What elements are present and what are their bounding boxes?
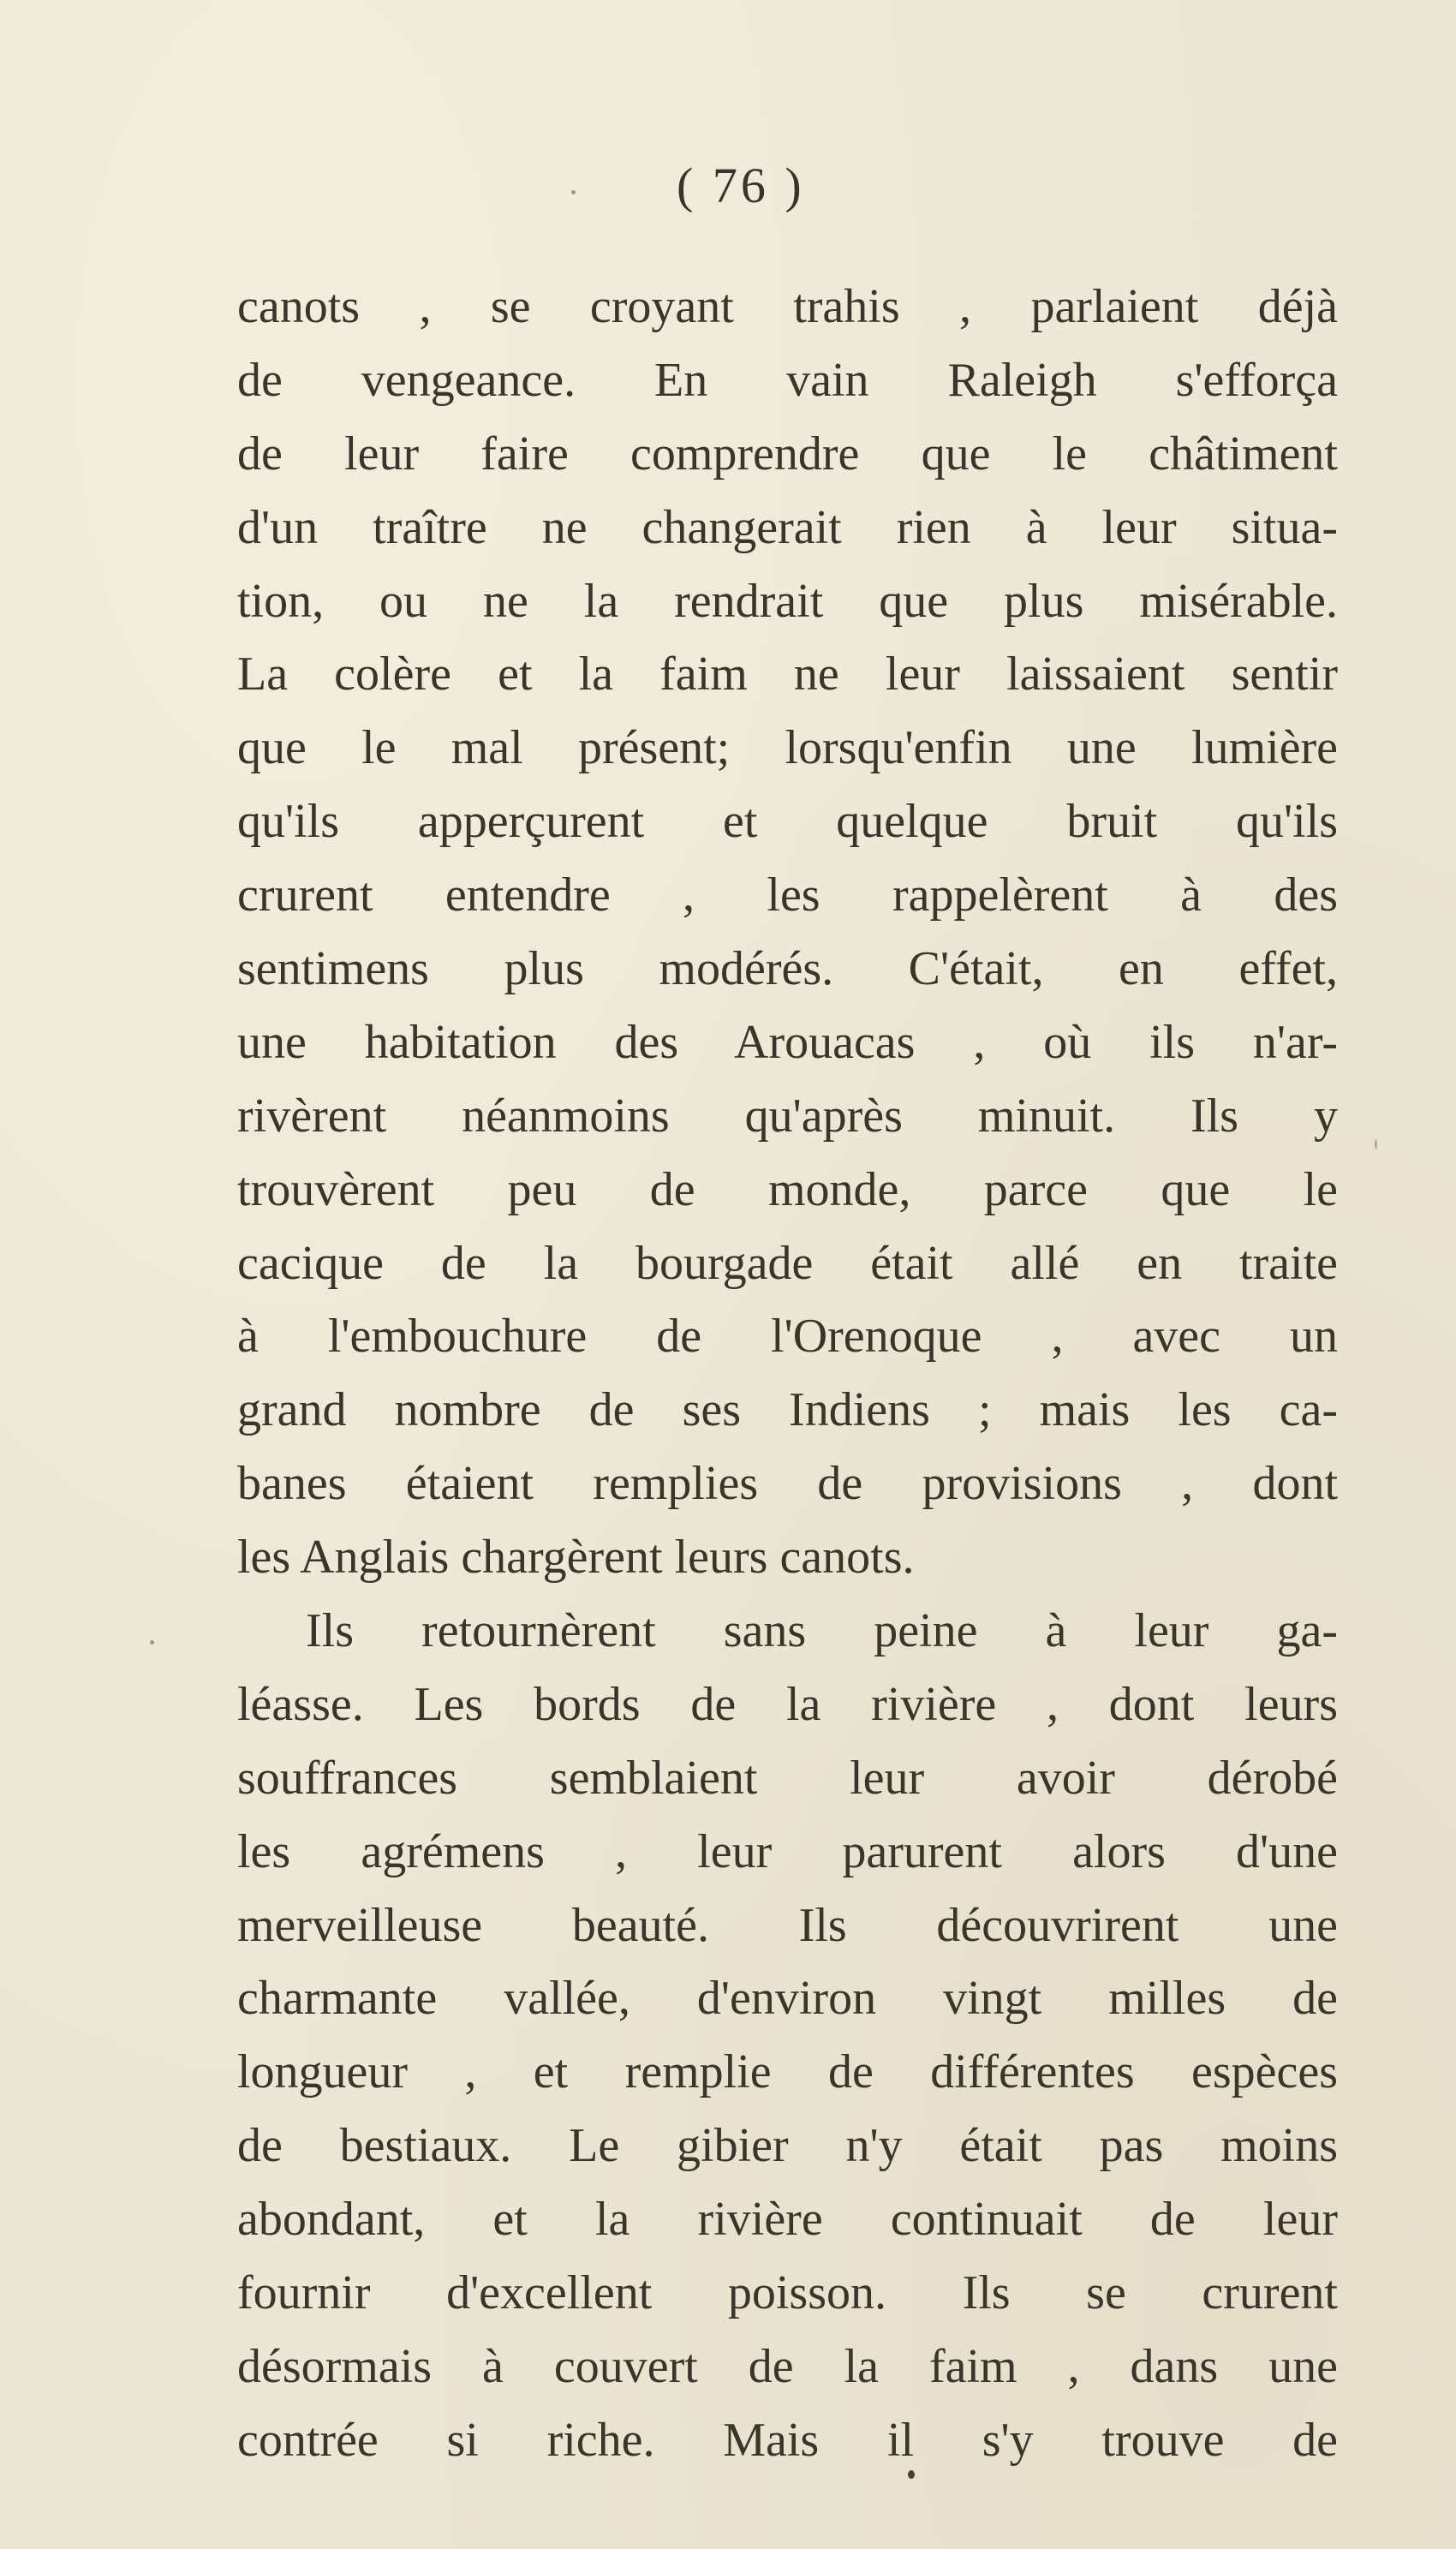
text-line: qu'ils apperçurent et quelque bruit qu'ils xyxy=(237,795,1338,849)
text-line: tion, ou ne la rendrait que plus misérable. xyxy=(237,574,1338,628)
text-line: contrée si riche. Mais il s'y trouve de xyxy=(237,2413,1338,2467)
body-text xyxy=(237,271,1338,2478)
paragraph-end-line: les Anglais chargèrent leurs canots. xyxy=(237,1531,915,1585)
text-line: merveilleuse beauté. Ils découvrirent une xyxy=(237,1898,1338,1952)
paragraph-start-line: Ils retournèrent sans peine à leur ga- xyxy=(306,1604,1338,1658)
paper-speck xyxy=(571,190,576,194)
text-line: cacique de la bourgade était allé en traite xyxy=(237,1236,1338,1290)
text-line: trouvèrent peu de monde, parce que le xyxy=(237,1162,1338,1216)
text-line: abondant, et la rivière continuait de leur xyxy=(237,2193,1338,2247)
text-line: rivèrent néanmoins qu'après minuit. Ils y xyxy=(237,1089,1338,1143)
text-line: longueur , et remplie de différentes espèces xyxy=(237,2045,1338,2099)
text-line: sentimens plus modérés. C'était, en effet, xyxy=(237,942,1338,996)
text-line: d'un traître ne changerait rien à leur situa- xyxy=(237,500,1338,554)
paper-speck xyxy=(908,2470,915,2479)
text-line: souffrances semblaient leur avoir dérobé xyxy=(237,1751,1338,1805)
text-line: de vengeance. En vain Raleigh s'efforça xyxy=(237,353,1338,407)
text-line: de leur faire comprendre que le châtiment xyxy=(237,427,1338,481)
text-line: à l'embouchure de l'Orenoque , avec un xyxy=(237,1310,1338,1364)
text-line: de bestiaux. Le gibier n'y était pas moins xyxy=(237,2119,1338,2173)
page-number: ( 76 ) xyxy=(677,158,805,213)
text-line: La colère et la faim ne leur laissaient sentir xyxy=(237,648,1338,701)
text-line: les agrémens , leur parurent alors d'une xyxy=(237,1824,1338,1878)
paper-speck xyxy=(1375,1139,1377,1149)
text-line: banes étaient remplies de provisions , dont xyxy=(237,1457,1338,1511)
text-line: canots , se croyant trahis , parlaient déjà xyxy=(237,280,1338,333)
text-line: charmante vallée, d'environ vingt milles de xyxy=(237,1972,1338,2026)
text-line: une habitation des Arouacas , où ils n'ar- xyxy=(237,1015,1338,1069)
text-line: crurent entendre , les rappelèrent à des xyxy=(237,869,1338,922)
text-line: grand nombre de ses Indiens ; mais les ca- xyxy=(237,1383,1338,1437)
text-line: que le mal présent; lorsqu'enfin une lumière xyxy=(237,721,1338,775)
text-line: fournir d'excellent poisson. Ils se crurent xyxy=(237,2266,1338,2320)
text-line: léasse. Les bords de la rivière , dont leurs xyxy=(237,1677,1338,1731)
paper-speck xyxy=(150,1640,154,1645)
text-line: désormais à couvert de la faim , dans une xyxy=(237,2339,1338,2393)
